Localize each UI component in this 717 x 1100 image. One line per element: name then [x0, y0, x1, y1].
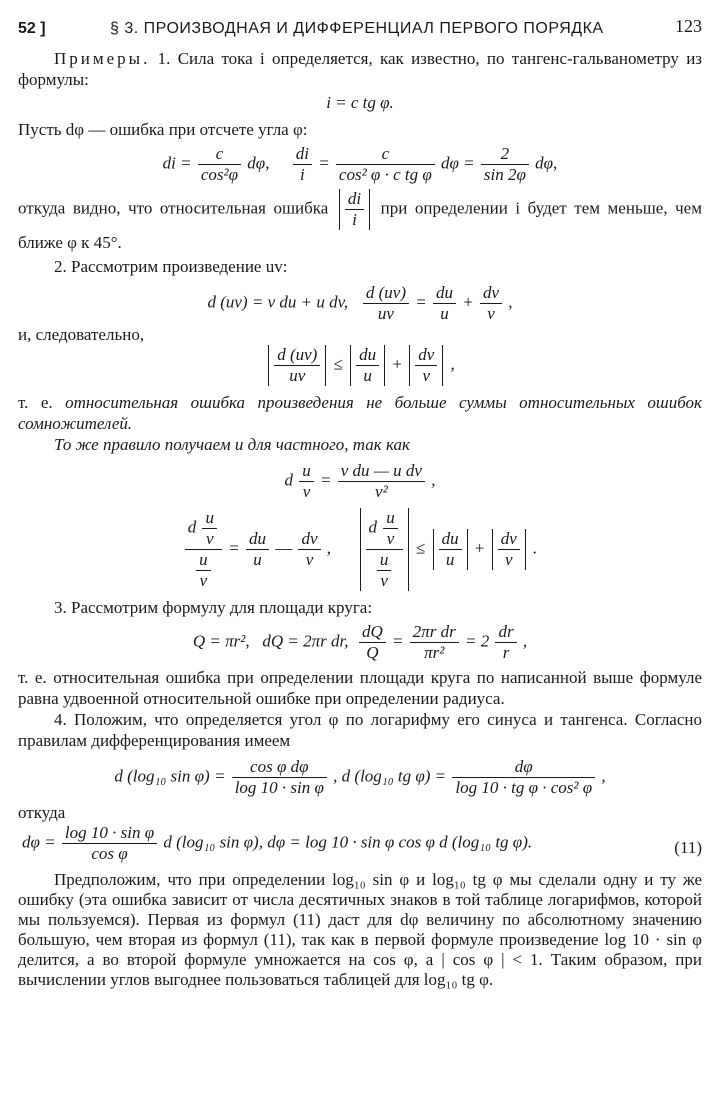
paragraph-whence: откуда — [18, 803, 66, 822]
equation-7 — [18, 622, 702, 663]
frac-den: v — [199, 571, 208, 590]
frac-num: dv — [415, 345, 437, 366]
frac-den: u — [253, 550, 262, 569]
equation-9 — [18, 823, 702, 864]
running-header — [18, 8, 702, 38]
eq6-compound-frac — [185, 508, 222, 591]
frac-den: v — [305, 550, 314, 569]
eq6-frac-uv — [202, 508, 217, 549]
eq6-frac-dv — [298, 529, 320, 570]
frac-num: dv — [498, 529, 520, 550]
frac-den: cos φ — [91, 844, 128, 863]
frac-den: v — [380, 571, 388, 590]
eq6-frac-uv-2 — [383, 508, 398, 549]
eq6-compound-num — [185, 508, 222, 550]
frac-den: v — [487, 304, 495, 323]
section-marker: 52 ] — [18, 20, 46, 37]
frac-num: cos φ dφ — [232, 757, 327, 778]
eq4-tail: , — [450, 354, 455, 374]
eq4-abs-1 — [268, 345, 326, 386]
eq4-abs-2 — [350, 345, 385, 386]
eq3-frac-3 — [480, 283, 502, 324]
equation-6 — [18, 508, 702, 591]
eq2-lhs: di = — [162, 153, 192, 173]
eq7-a: Q = πr², — [192, 631, 250, 651]
p6-italic: относительная ошибка произведения не больше суммы относительных ошибок сомножителей. — [18, 393, 703, 433]
frac-den: v — [504, 550, 513, 569]
paragraph-quotient: То же правило получаем и для частного, так как — [54, 435, 410, 454]
eq6-compound-num-2 — [366, 508, 403, 550]
eq9-b: d (log₁₀ sin φ), dφ = log 10 · sin φ cos φ d (log₁₀ tg φ). — [163, 832, 533, 852]
page — [18, 8, 702, 990]
equation-5 — [18, 461, 702, 502]
eq6-compound-frac-2 — [366, 508, 403, 591]
eq4-frac-2 — [356, 345, 379, 386]
eq3-lhs: d (uv) = v du + u dv, — [207, 292, 349, 312]
eq5-equals: = — [320, 470, 332, 490]
eq3-plus: + — [462, 292, 474, 312]
frac-num: du — [356, 345, 379, 366]
eq8-tail: , — [601, 766, 606, 786]
frac-den: Q — [366, 643, 379, 662]
frac-num: u — [377, 550, 392, 571]
eq6-equals: = — [228, 538, 240, 558]
eq6-d: d — [368, 517, 378, 537]
examples-lead: Примеры. — [54, 49, 151, 68]
paragraph-circle: 3. Рассмотрим формулу для площади круга: — [54, 598, 373, 617]
header-title: § 3. ПРОИЗВОДНАЯ И ДИФФЕРЕНЦИАЛ ПЕРВОГО ПОРЯДКА — [110, 20, 604, 37]
eq5-tail: , — [431, 470, 436, 490]
eq8-b: , d (log₁₀ tg φ) = — [333, 766, 447, 786]
frac-den: v — [422, 366, 431, 385]
page-number: 123 — [675, 16, 702, 36]
p6-lead: т. е. — [18, 393, 53, 412]
eq9-a: dφ = — [22, 832, 56, 852]
eq8-a: d (log₁₀ sin φ) = — [114, 766, 226, 786]
frac-num: u — [383, 508, 398, 529]
eq8-frac-1 — [232, 757, 327, 798]
eq4-le: ≤ — [333, 354, 343, 374]
frac-num: 2πr dr — [410, 622, 459, 643]
eq3-frac-1 — [363, 283, 409, 324]
frac-num: du — [246, 529, 269, 550]
frac-num: du — [433, 283, 456, 304]
eq3-equals: = — [415, 292, 427, 312]
frac-den: πr² — [424, 643, 445, 662]
frac-den: cos²φ — [200, 165, 239, 184]
frac-den: sin 2φ — [483, 165, 526, 184]
frac-num: dr — [495, 622, 516, 643]
paragraph-let: Пусть dφ — ошибка при отсчете угла φ: — [18, 120, 308, 139]
eq6-frac-du — [246, 529, 269, 570]
eq8-frac-2 — [452, 757, 595, 798]
frac-den: v — [386, 529, 395, 548]
frac-num: du — [439, 529, 462, 550]
frac-den: v² — [375, 482, 388, 501]
frac-num: dφ — [452, 757, 595, 778]
p3-after: при определении i будет тем меньше, чем ближе φ к 45°. — [18, 198, 702, 252]
frac-num: di — [293, 144, 312, 165]
eq2-term: dφ, — [247, 153, 270, 173]
paragraph-examples — [18, 48, 702, 90]
eq6-frac-uv-den — [196, 550, 211, 591]
equation-2 — [18, 144, 702, 185]
paragraph-logarithm: 4. Положим, что определяется угол φ по логарифму его синуса и тангенса. Согласно правилам дифференцирования имеем — [18, 710, 702, 750]
eq6-plus: + — [474, 538, 485, 558]
eq6-compound-den — [185, 550, 222, 591]
frac-den: uv — [289, 366, 306, 385]
equation-number-11: (11) — [674, 838, 702, 857]
frac-den: log 10 · sin φ — [234, 778, 324, 797]
eq4-frac-1 — [274, 345, 320, 386]
frac-den: i — [352, 210, 357, 229]
equation-4 — [18, 345, 702, 386]
eq2-term: dφ = — [441, 153, 475, 173]
examples-text: 1. Сила тока i определяется, как известно, по тангенс-гальванометру из формулы: — [18, 49, 703, 89]
eq6-frac-uv-den-2 — [377, 550, 392, 591]
eq4-frac-3 — [415, 345, 437, 386]
abs-di-over-i — [339, 189, 370, 230]
frac-den: u — [445, 550, 455, 569]
frac-num: log 10 · sin φ — [62, 823, 157, 844]
p3-before: откуда видно, что относительная ошибка — [18, 198, 329, 218]
eq4-plus: + — [392, 354, 402, 374]
frac-num: 2 — [481, 144, 529, 165]
frac-num: v du — u dv — [338, 461, 425, 482]
frac-num: u — [299, 461, 314, 482]
eq7-equals: = — [392, 631, 404, 651]
eq6-minus: — — [275, 538, 293, 558]
frac-num: u — [196, 550, 211, 571]
frac-den: r — [502, 643, 510, 662]
frac-num: dv — [480, 283, 502, 304]
eq7-frac-3 — [495, 622, 516, 663]
frac-num: dQ — [359, 622, 386, 643]
eq2-frac-1 — [198, 144, 241, 185]
eq5-frac-uv — [299, 461, 314, 502]
eq2-frac-3 — [336, 144, 435, 185]
eq6-compound-den-2 — [366, 550, 403, 591]
eq4-abs-3 — [409, 345, 443, 386]
frac-den: u — [440, 304, 449, 323]
frac-num: c — [198, 144, 241, 165]
equation-1: i = c tg φ. — [326, 93, 394, 112]
frac-den: i — [299, 165, 305, 184]
frac-num: d (uv) — [363, 283, 409, 304]
paragraph-product: 2. Рассмотрим произведение uv: — [54, 257, 288, 276]
eq7-frac-2 — [410, 622, 459, 663]
frac-den: uv — [377, 304, 394, 323]
eq3-frac-2 — [433, 283, 456, 324]
paragraph-circle-conclusion: т. е. относительная ошибка при определении площади круга по написанной выше формуле равна удвоенной относительной ошибке при определении радиуса. — [18, 668, 702, 708]
eq2-equals: = — [318, 153, 330, 173]
paragraph-conclusion: Предположим, что при определении log₁₀ sin φ и log₁₀ tg φ мы сделали одну и ту же ошибку (эта ошибка зависит от числа десятичных знаков в той таблице логарифмов, которой мы пользуемся). Первая из формул (11) даст для dφ величину по абсолютному значению большую, чем вторая из формул (11), так как в первой формуле произведение log 10 · sin φ делится, а во второй формуле умножается на cos φ, а | cos φ | < 1. Таким образом, при вычислении углов выгоднее пользоваться таблицей для log₁₀ tg φ. — [18, 870, 702, 989]
eq9-frac-1 — [62, 823, 157, 864]
eq6-frac-du-2 — [439, 529, 462, 570]
frac-den: cos² φ · c tg φ — [338, 165, 432, 184]
eq7-frac-1 — [359, 622, 386, 663]
eq2-term: dφ, — [535, 153, 558, 173]
eq6-tail: . — [533, 538, 538, 558]
eq2-frac-4 — [481, 144, 529, 185]
eq7-tail: , — [522, 631, 528, 651]
equation-3 — [18, 283, 702, 324]
eq3-tail: , — [508, 292, 513, 312]
eq6-comma: , — [326, 538, 332, 558]
frac-num: d (uv) — [274, 345, 320, 366]
frac-den: v — [302, 482, 311, 501]
frac-num: dv — [298, 529, 320, 550]
abs-frac — [345, 189, 364, 230]
frac-den: log 10 · tg φ · cos² φ — [455, 778, 593, 797]
equation-8 — [18, 757, 702, 798]
frac-den: v — [205, 529, 214, 548]
eq5-frac-main — [338, 461, 425, 502]
eq6-le: ≤ — [416, 538, 426, 558]
paragraph-therefore: и, следовательно, — [18, 325, 145, 344]
eq6-abs-compound — [360, 508, 409, 591]
eq5-d: d — [284, 470, 294, 490]
paragraph-rule — [18, 392, 702, 434]
frac-num: di — [345, 189, 364, 210]
eq6-frac-dv-2 — [498, 529, 520, 570]
eq2-frac-2 — [293, 144, 312, 185]
frac-den: u — [363, 366, 372, 385]
eq7-equals-2: = 2 — [465, 631, 490, 651]
frac-num: u — [202, 508, 217, 529]
eq6-d: d — [187, 517, 197, 537]
eq6-abs-du — [433, 529, 468, 570]
eq7-b: dQ = 2πr dr, — [262, 631, 349, 651]
frac-num: c — [336, 144, 435, 165]
paragraph-relative-error — [18, 189, 702, 256]
eq6-abs-dv — [492, 529, 526, 570]
